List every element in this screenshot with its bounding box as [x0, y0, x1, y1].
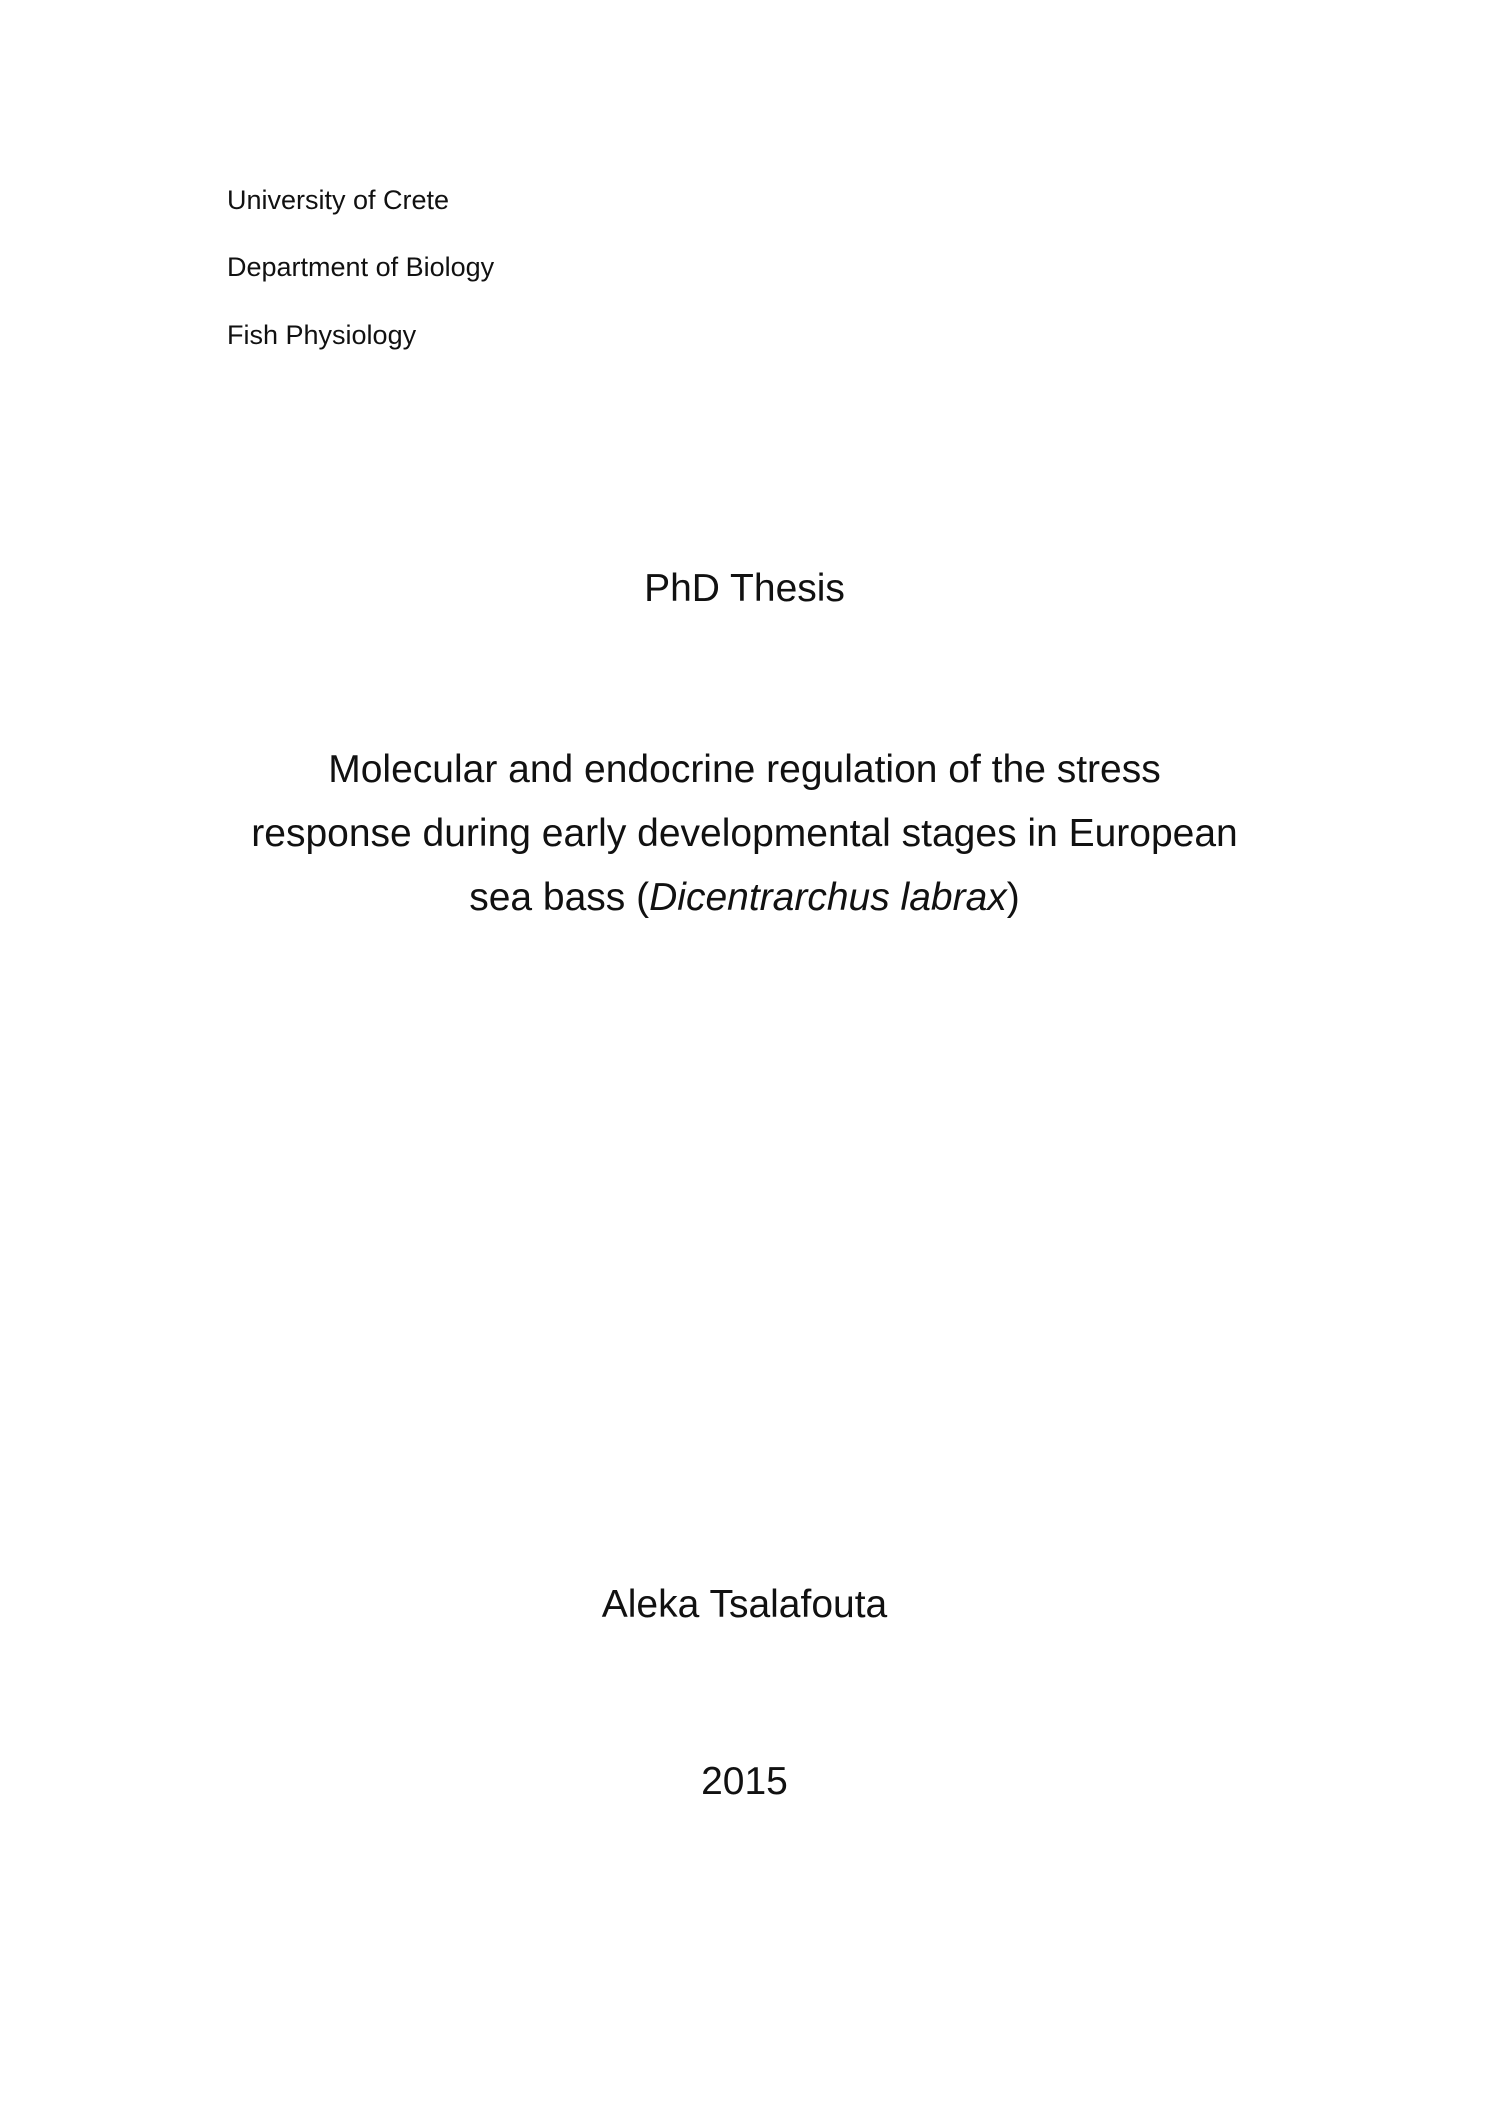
- lab-name: Fish Physiology: [227, 320, 417, 350]
- author-name: Aleka Tsalafouta: [601, 1583, 888, 1626]
- thesis-title-line-1: Molecular and endocrine regulation of the stress: [328, 748, 1161, 791]
- publication-year: 2015: [701, 1760, 788, 1803]
- department-name: Department of Biology: [227, 252, 495, 282]
- university-name: University of Crete: [227, 185, 450, 215]
- thesis-title-line-3: [0, 866, 1489, 930]
- title-suffix: ): [1006, 876, 1020, 919]
- title-prefix: sea bass (: [469, 876, 650, 919]
- species-name: Dicentrarchus labrax: [649, 876, 1007, 919]
- thesis-title-line-2: response during early developmental stages in European: [251, 812, 1238, 855]
- thesis-title: [0, 738, 1489, 930]
- degree-label: PhD Thesis: [644, 567, 845, 610]
